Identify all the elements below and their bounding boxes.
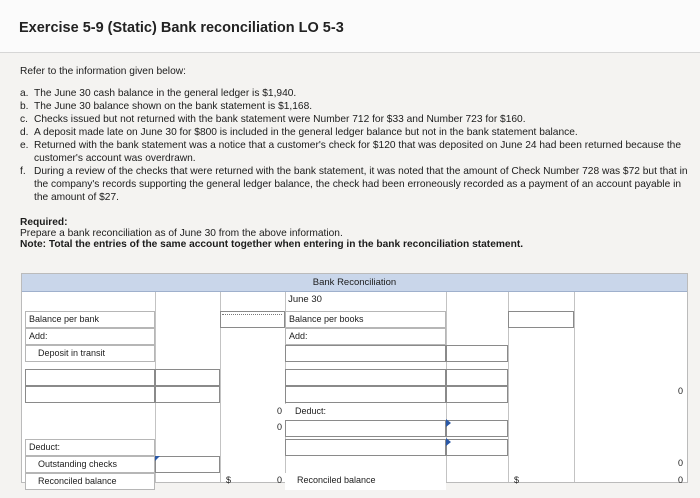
- books-deduct-label: Deduct:: [285, 404, 446, 421]
- bank-add-label: Add:: [25, 328, 155, 345]
- intro-text: Refer to the information given below:: [20, 66, 186, 77]
- books-deduct-description-input[interactable]: [285, 420, 446, 437]
- books-add-total: 0: [677, 386, 683, 396]
- list-item: d. A deposit made late on June 30 for $800 is included in the general ledger balance but not in the bank statement balance.: [20, 127, 578, 138]
- bank-deduct-label: Deduct:: [25, 439, 155, 456]
- bank-reconciled-dollar: $: [226, 475, 232, 485]
- input-marker: [446, 419, 451, 427]
- books-deduct-amount-input[interactable]: [446, 420, 508, 437]
- table-header: [22, 274, 687, 292]
- page-title: Exercise 5-9 (Static) Bank reconciliation LO 5-3: [19, 20, 344, 36]
- page-header: [0, 0, 700, 53]
- list-item: b. The June 30 balance shown on the bank statement is $1,168.: [20, 101, 313, 112]
- required-note: Note: Total the entries of the same account together when entering in the bank reconciliation statement.: [20, 239, 524, 250]
- outstanding-checks-input[interactable]: [155, 456, 220, 473]
- books-deduct-description-input[interactable]: [285, 439, 446, 456]
- input-marker: [155, 456, 160, 461]
- bank-add-subtotal: 0: [276, 406, 282, 416]
- list-item: a. The June 30 cash balance in the general ledger is $1,940.: [20, 88, 297, 99]
- bank-add-amount-input[interactable]: [155, 369, 220, 386]
- bank-add-description-input[interactable]: [25, 386, 155, 403]
- bank-add-amount-input[interactable]: [155, 386, 220, 403]
- books-reconciled-dollar: $: [514, 475, 520, 485]
- balance-per-books-input[interactable]: [508, 311, 574, 328]
- books-deduct-amount-input[interactable]: [446, 439, 508, 456]
- books-add-amount-input[interactable]: [446, 345, 508, 362]
- list-item: e. Returned with the bank statement was a notice that a customer's check for $120 that was deposited on June 24 had been returned because the customer's account was overdrawn.: [20, 140, 681, 164]
- outstanding-checks-label: Outstanding checks: [25, 456, 155, 473]
- books-add-description-input[interactable]: [285, 386, 446, 403]
- books-deduct-total: 0: [677, 458, 683, 468]
- books-add-description-input[interactable]: [285, 345, 446, 362]
- books-add-amount-input[interactable]: [446, 386, 508, 403]
- bank-reconciliation-table: Bank Reconciliation June 30 Balance per bank Add: Deposit in transit 0 0 Deduct: Outstanding checks Balance per books Add: 0 Deduct: 0 Reconciled balance $ 0 Reconciled balance $ 0: [21, 273, 688, 483]
- books-add-description-input[interactable]: [285, 369, 446, 386]
- input-marker: [446, 438, 451, 446]
- balance-per-books-label: Balance per books: [285, 311, 446, 328]
- bank-reconciled-value: 0: [276, 475, 282, 485]
- balance-per-bank-label: Balance per bank: [25, 311, 155, 328]
- bank-reconciled-label: Reconciled balance: [25, 473, 155, 490]
- required-text: Prepare a bank reconciliation as of June 30 from the above information.: [20, 228, 343, 239]
- bank-add-total: 0: [276, 422, 282, 432]
- deposit-in-transit-label: Deposit in transit: [25, 345, 155, 362]
- bank-add-description-input[interactable]: [25, 369, 155, 386]
- books-add-amount-input[interactable]: [446, 369, 508, 386]
- input-dotted-line: [222, 314, 282, 315]
- info-list: [20, 87, 690, 204]
- books-reconciled-label: Reconciled balance: [285, 473, 446, 490]
- table-title: Bank Reconciliation: [312, 277, 397, 288]
- books-add-label: Add:: [285, 328, 446, 345]
- required-section: [20, 217, 523, 250]
- list-item: c. Checks issued but not returned with the bank statement were Number 712 for $33 and Number 723 for $160.: [20, 114, 526, 125]
- required-heading: Required:: [20, 217, 68, 228]
- list-item: f. During a review of the checks that were returned with the bank statement, it was noted that the amount of Check Number 728 was $72 but that in the company's records supporting the general ledger balance, the check had been erroneously recorded as a payment of an account payable in the amount of $27.: [20, 166, 688, 203]
- books-reconciled-value: 0: [677, 475, 683, 485]
